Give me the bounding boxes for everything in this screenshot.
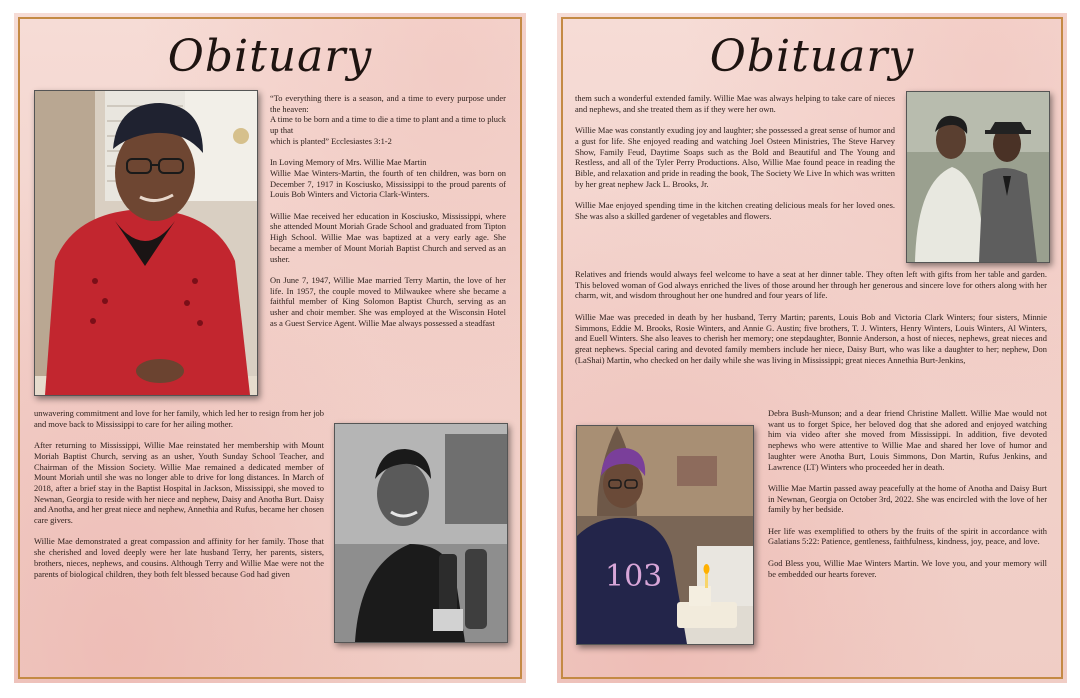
right-page-title: Obituary: [709, 31, 915, 82]
left-full-width-text: [34, 408, 324, 590]
preceded-paragraph-continued: Debra Bush-Munson; and a dear friend Christine Mallett. Willie Mae would not want us to forget Spice, her beloved dog that she adored and enjoyed watching him via video after she moved from Mississippi. In addition, five devoted nephews who were attentive to Willie Mae and shared her love of humor and laughter were Anotha Burt, Louis Simmons, Don Martin, Rufus Jenkins, and Lawrence (LT) Winters who proceeded her in death.: [768, 408, 1047, 472]
kitchen-paragraph-start: Willie Mae enjoyed spending time in the kitchen creating delicious meals for her loved ones. She was also a skilled gardener of vegetables and flowers.: [575, 200, 895, 221]
couple-photo: [906, 91, 1050, 263]
right-lower-column: [768, 408, 1047, 590]
returning-paragraph: After returning to Mississippi, Willie Mae reinstated her membership with Mount Moriah Baptist Church, serving as an usher, Youth Sunday School Teacher, and Chairman of the Mission Society. Willie Mae remained a dedicated member of Mount Moriah until she was no longer able to drive for long distances. In March of 2018, after a brief stay in the Baptist Hospital in Jackson, Mississippi, she moved to Newnan, Georgia to reside with her niece and nephew, Daisy and Anotha Burt. Daisy and Anotha, and her great niece and nephew, Annethia and Rufus, became her chosen care givers.: [34, 440, 324, 526]
left-intro-column: [270, 93, 506, 339]
marriage-paragraph: On June 7, 1947, Willie Mae married Terry Martin, the love of her life. In 1957, the couple moved to Milwaukee where she became a faithful member of King Solomon Baptist Church, serving as an usher and choir member. She was employed at the Wisconsin Hotel as a Guest Service Agent. Willie Mae always possessed a steadfast: [270, 274, 506, 328]
fruits-of-spirit-paragraph: Her life was exemplified to others by the fruits of the spirit in accordance with Galatians 5:22: Patience, gentleness, faithfulness, kindness, joy, peace, and love.: [768, 525, 1047, 547]
birthday-celebration-photo: [576, 425, 754, 645]
left-page: [14, 13, 526, 683]
affinity-paragraph: Willie Mae demonstrated a great compassion and affinity for her family. Those that she cherished and loved deeply were her late husband Terry, her parents, sisters, brothers, nieces, nephews, and cousins. Although Terry and Willie Mae were not the parents of biological children, they both felt blessed because God had given: [34, 536, 324, 579]
kitchen-paragraph-end: Relatives and friends would always feel welcome to have a seat at her dinner table. They often left with gifts from her table and garden. This beloved woman of God always enriched the lives of those around her through her generous and sincere love for others along with her charm, wit, and wisdom throughout her one hundred and four years of life.: [575, 269, 1047, 301]
left-page-title: Obituary: [167, 31, 373, 82]
preceded-paragraph: Willie Mae was preceded in death by her husband, Terry Martin; parents, Louis Bob and Victoria Clark Winters; four sisters, Minnie Simmons, Eddie M. Brooks, Rosie Winters, and Annie G. Austin; five brothers, T. J. Winters, Henry Winters, Louis Winters, Al Winters, and Euell Winters. She also leaves to cherish her memory; one stepdaughter, Bonnie Anderson, a host of nieces, nephews, great nieces and great nephews. Special caring and devoted family members include her niece, Daisy Burt, who was like a daughter to her; nephew, Don (LaShai) Martin, who checked on her daily while she was living in Mississippi; great nieces Annethia Burt-Jenkins,: [575, 311, 1047, 365]
passing-paragraph: Willie Mae Martin passed away peacefully at the home of Anotha and Daisy Burt in Newnan, Georgia on October 3rd, 2022. She was encircled with the love of her family by her bedside.: [768, 482, 1047, 515]
closing-blessing: God Bless you, Willie Mae Winters Martin. We love you, and your memory will be embedded our hearts forever.: [768, 557, 1047, 579]
scripture-quote: “To everything there is a season, and a time to every purpose under the heaven: A time to be born and a time to die a time to plant and a time to pluck up that which is planted” Ecclesiastes 3:1-2: [270, 93, 506, 146]
joy-paragraph: Willie Mae was constantly exuding joy and laughter; she possessed a great sense of humor and a gust for life. She enjoyed reading and watching Joel Osteen Ministries, The Steve Harvey Show, Family Feud, Daytime Soaps such as the Bold and Beautiful and The Young and Restless, and all of the Tyler Perry Productions. Also, Willie Mae found peace in reading the Bible, and relaxation and pride in reading the book, The Society We Live In which was written by her great nephew Jack L. Brooks, Jr.: [575, 125, 896, 189]
right-full-width-block: [575, 269, 1047, 376]
svg-text:103: 103: [605, 559, 663, 594]
marriage-paragraph-continued: unwavering commitment and love for her family, which led her to resign from her job and move back to Mississippi to care for her ailing mother.: [34, 408, 324, 429]
right-page: [557, 13, 1067, 683]
education-paragraph: Willie Mae received her education in Kosciusko, Mississippi, where she attended Mount Moriah Grade School and graduated from Tipton High School. Willie Mae was baptized at a very early age. She became a member of Mount Moriah Baptist Church and served as an usher.: [270, 210, 506, 264]
in-loving-memory: In Loving Memory of Mrs. Willie Mae Martin Willie Mae Winters-Martin, the fourth of ten children, was born on December 7, 1917 in Kosciusko, Mississippi to the proud parents of Louis Bob Winters and Victoria Clark-Winters.: [270, 157, 506, 200]
vintage-portrait-photo: [334, 423, 508, 643]
extended-family-paragraph: them such a wonderful extended family. Willie Mae was always helping to take care of nieces and nephews, and she treated them as if they were her own.: [575, 93, 895, 114]
portrait-photo-red-cardigan: [34, 90, 258, 396]
right-top-column: [575, 93, 895, 221]
